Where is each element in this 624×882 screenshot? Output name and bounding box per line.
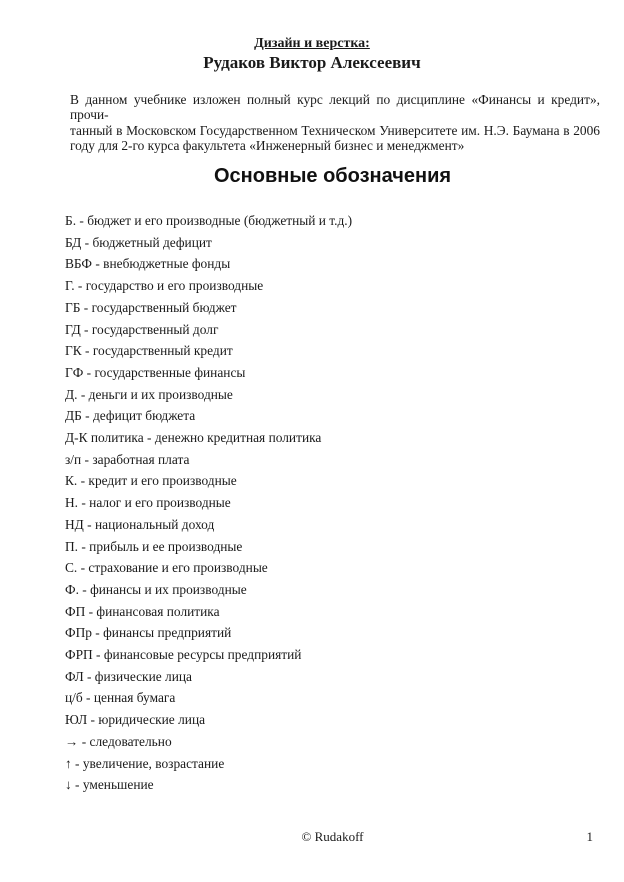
abbreviation-item: ВБФ - внебюджетные фонды bbox=[65, 256, 231, 272]
intro-paragraph bbox=[70, 92, 600, 153]
abbreviation-item: ФПр - финансы предприятий bbox=[65, 625, 232, 641]
abbreviation-item: ФЛ - физические лица bbox=[65, 668, 192, 684]
abbreviation-item: БД - бюджетный дефицит bbox=[65, 234, 212, 250]
abbreviation-item: з/п - заработная плата bbox=[65, 451, 190, 467]
abbreviation-item: К. - кредит и его производные bbox=[65, 473, 237, 489]
abbreviation-item: НД - национальный доход bbox=[65, 516, 215, 532]
abbreviation-item: С. - страхование и его производные bbox=[65, 560, 268, 576]
abbreviation-item: Ф. - финансы и их производные bbox=[65, 581, 247, 597]
abbreviation-item: Д-К политика - денежно кредитная политика bbox=[65, 430, 322, 446]
abbreviation-item: ДБ - дефицит бюджета bbox=[65, 408, 196, 424]
page-number: 1 bbox=[586, 829, 593, 844]
abbreviation-item: Г. - государство и его производные bbox=[65, 278, 264, 294]
intro-line-3: году для 2-го курса факультета «Инженерный бизнес и менеджмент» bbox=[70, 137, 465, 153]
abbreviation-item: ↓ - уменьшение bbox=[65, 777, 154, 793]
abbreviation-item: ц/б - ценная бумага bbox=[65, 690, 176, 706]
section-title: Основные обозначения bbox=[213, 165, 452, 187]
header bbox=[0, 36, 624, 73]
abbreviation-item: Б. - бюджет и его производные (бюджетный и т.д.) bbox=[65, 213, 353, 228]
intro-line-2: танный в Московском Государственном Техническом Университете им. Н.Э. Баумана в 2006 bbox=[70, 122, 600, 138]
abbreviations-list bbox=[65, 210, 600, 796]
abbreviation-item: П. - прибыль и ее производные bbox=[65, 538, 243, 554]
intro-line-1: В данном учебнике изложен полный курс лекций по дисциплине «Финансы и кредит», прочи- bbox=[70, 92, 600, 123]
copyright-text: © Rudakoff bbox=[301, 829, 364, 844]
design-credit-label: Дизайн и верстка: bbox=[254, 36, 370, 51]
abbreviation-item: → - следовательно bbox=[65, 733, 172, 749]
abbreviation-item: Н. - налог и его производные bbox=[65, 495, 231, 511]
abbreviation-item: ФП - финансовая политика bbox=[65, 603, 220, 619]
abbreviation-item: Д. - деньги и их производные bbox=[65, 386, 233, 402]
abbreviation-item: ГБ - государственный бюджет bbox=[65, 299, 237, 315]
author-name: Рудаков Виктор Алексеевич bbox=[203, 53, 421, 72]
abbreviation-item: ГФ - государственные финансы bbox=[65, 364, 246, 380]
abbreviation-item: ГК - государственный кредит bbox=[65, 343, 233, 359]
abbreviation-item: ГД - государственный долг bbox=[65, 321, 219, 337]
abbreviation-item: ЮЛ - юридические лица bbox=[65, 712, 206, 728]
abbreviation-item: ↑ - увеличение, возрастание bbox=[65, 755, 225, 771]
abbreviation-item: ФРП - финансовые ресурсы предприятий bbox=[65, 647, 302, 663]
